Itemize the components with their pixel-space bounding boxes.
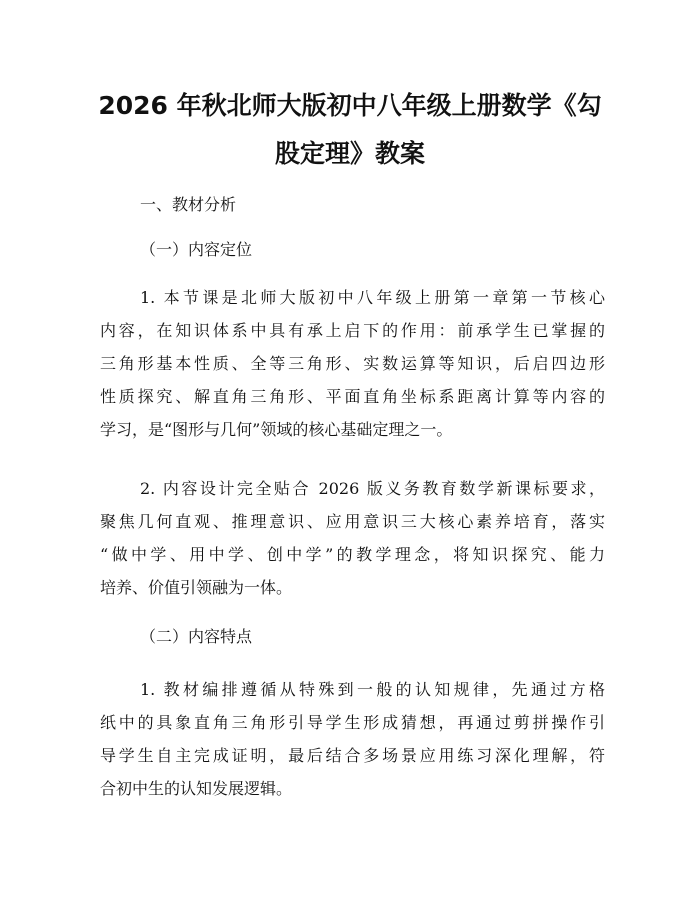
subsection-heading-content-positioning: （一）内容定位	[140, 240, 253, 259]
paragraph-line: 1. 教材编排遵循从特殊到一般的认知规律，先通过方格	[140, 680, 605, 699]
paragraph-content-features-1	[100, 673, 605, 805]
document-title	[95, 82, 605, 178]
paragraph-line: 学习，是“图形与几何”领域的核心基础定理之一。	[100, 420, 453, 439]
paragraph-content-positioning-2	[100, 472, 605, 604]
paragraph-line: 聚焦几何直观、推理意识、应用意识三大核心素养培育，落实	[100, 512, 605, 531]
paragraph-line: 培养、价值引领融为一体。	[100, 578, 293, 597]
paragraph-line: 三角形基本性质、全等三角形、实数运算等知识，后启四边形	[100, 354, 605, 373]
paragraph-line: 导学生自主完成证明，最后结合多场景应用练习深化理解，符	[100, 746, 605, 765]
paragraph-line: 2. 内容设计完全贴合 2026 版义务教育数学新课标要求，	[140, 479, 605, 498]
paragraph-line: 合初中生的认知发展逻辑。	[100, 779, 293, 798]
paragraph-line: 1. 本节课是北师大版初中八年级上册第一章第一节核心	[140, 288, 605, 307]
paragraph-line: 内容，在知识体系中具有承上启下的作用：前承学生已掌握的	[100, 321, 605, 340]
subsection-heading-content-features: （二）内容特点	[140, 627, 253, 646]
paragraph-line: “做中学、用中学、创中学”的教学理念，将知识探究、能力	[100, 545, 605, 564]
paragraph-line: 性质探究、解直角三角形、平面直角坐标系距离计算等内容的	[100, 387, 605, 406]
paragraph-line: 纸中的具象直角三角形引导学生形成猜想，再通过剪拼操作引	[100, 713, 605, 732]
title-line: 2026 年秋北师大版初中八年级上册数学《勾	[98, 91, 602, 120]
paragraph-content-positioning-1	[100, 281, 605, 446]
title-line: 股定理》教案	[274, 139, 425, 168]
section-heading-teaching-material-analysis: 一、教材分析	[140, 195, 237, 214]
